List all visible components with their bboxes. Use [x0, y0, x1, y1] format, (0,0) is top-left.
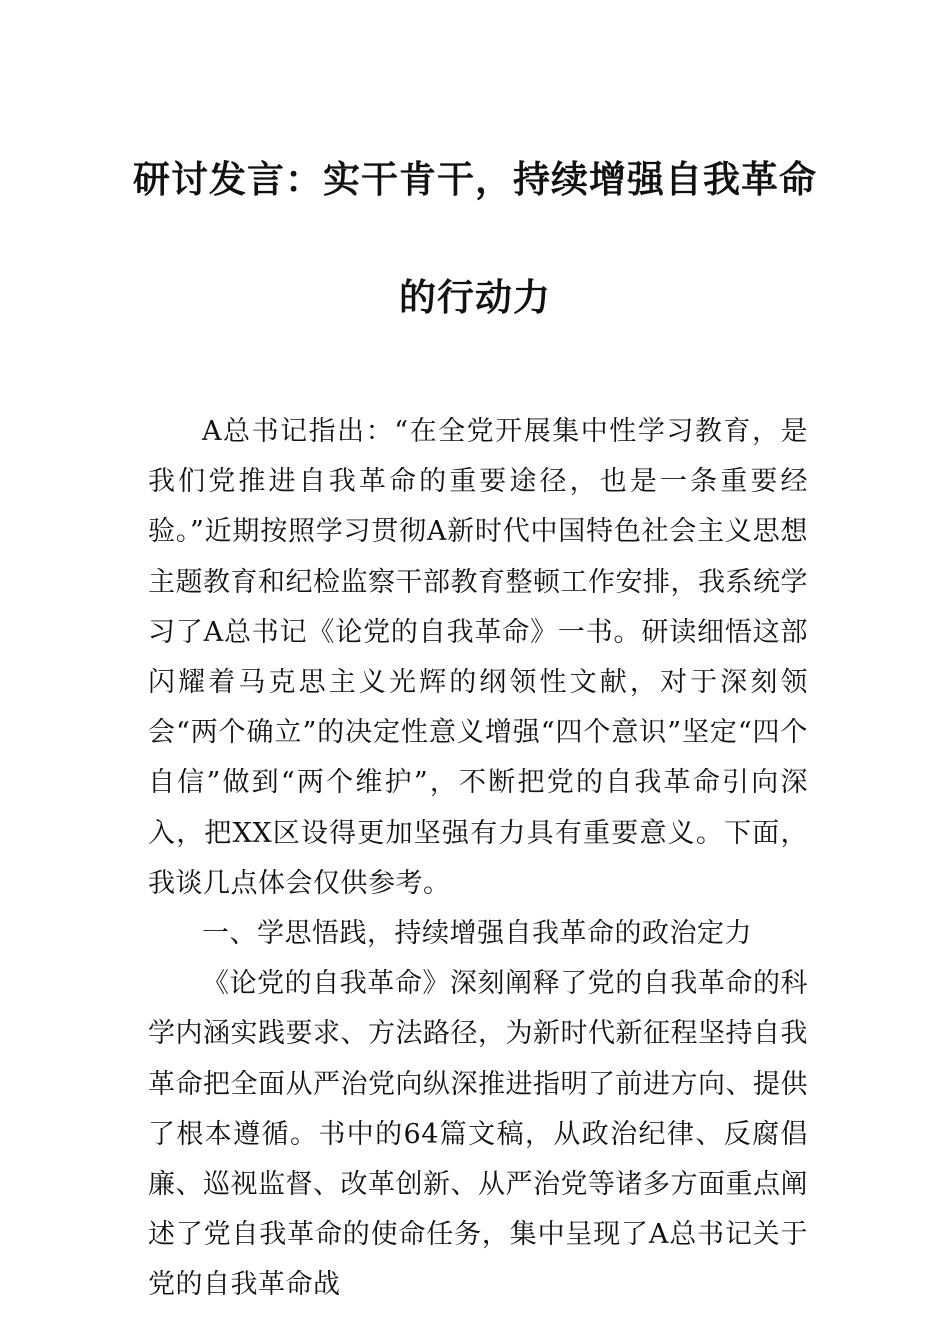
section-heading-1: 一、学思悟践，持续增强自我革命的政治定力 [202, 918, 752, 950]
document-body [148, 407, 808, 1311]
paragraph-intro: A总书记指出：“在全党开展集中性学习教育，是我们党推进自我革命的重要途径，也是一条重要经验。”近期按照学习贯彻A新时代中国特色社会主义思想主题教育和纪检监察干部教育整顿工作安排，我系统学习了A总书记《论党的自我革命》一书。研读细悟这部闪耀着马克思主义光辉的纲领性文献，对于深刻领会“两个确立”的决定性意义增强“四个意识”坚定“四个自信”做到“两个维护”，不断把党的自我革命引向深入，把XX区设得更加坚强有力具有重要意义。下面，我谈几点体会仅供参考。 [148, 416, 808, 899]
document-title-line-2: 的行动力 [399, 276, 551, 319]
document-title-line-1: 研讨发言：实干肯干，持续增强自我革命 [133, 158, 817, 201]
paragraph-section-1: 《论党的自我革命》深刻阐释了党的自我革命的科学内涵实践要求、方法路径，为新时代新征程坚持自我革命把全面从严治党向纵深推进指明了前进方向、提供了根本遵循。书中的64篇文稿，从政治纪律、反腐倡廉、巡视监督、改革创新、从严治党等诸多方面重点阐述了党自我革命的使命任务，集中呈现了A总书记关于党的自我革命战 [148, 968, 808, 1301]
